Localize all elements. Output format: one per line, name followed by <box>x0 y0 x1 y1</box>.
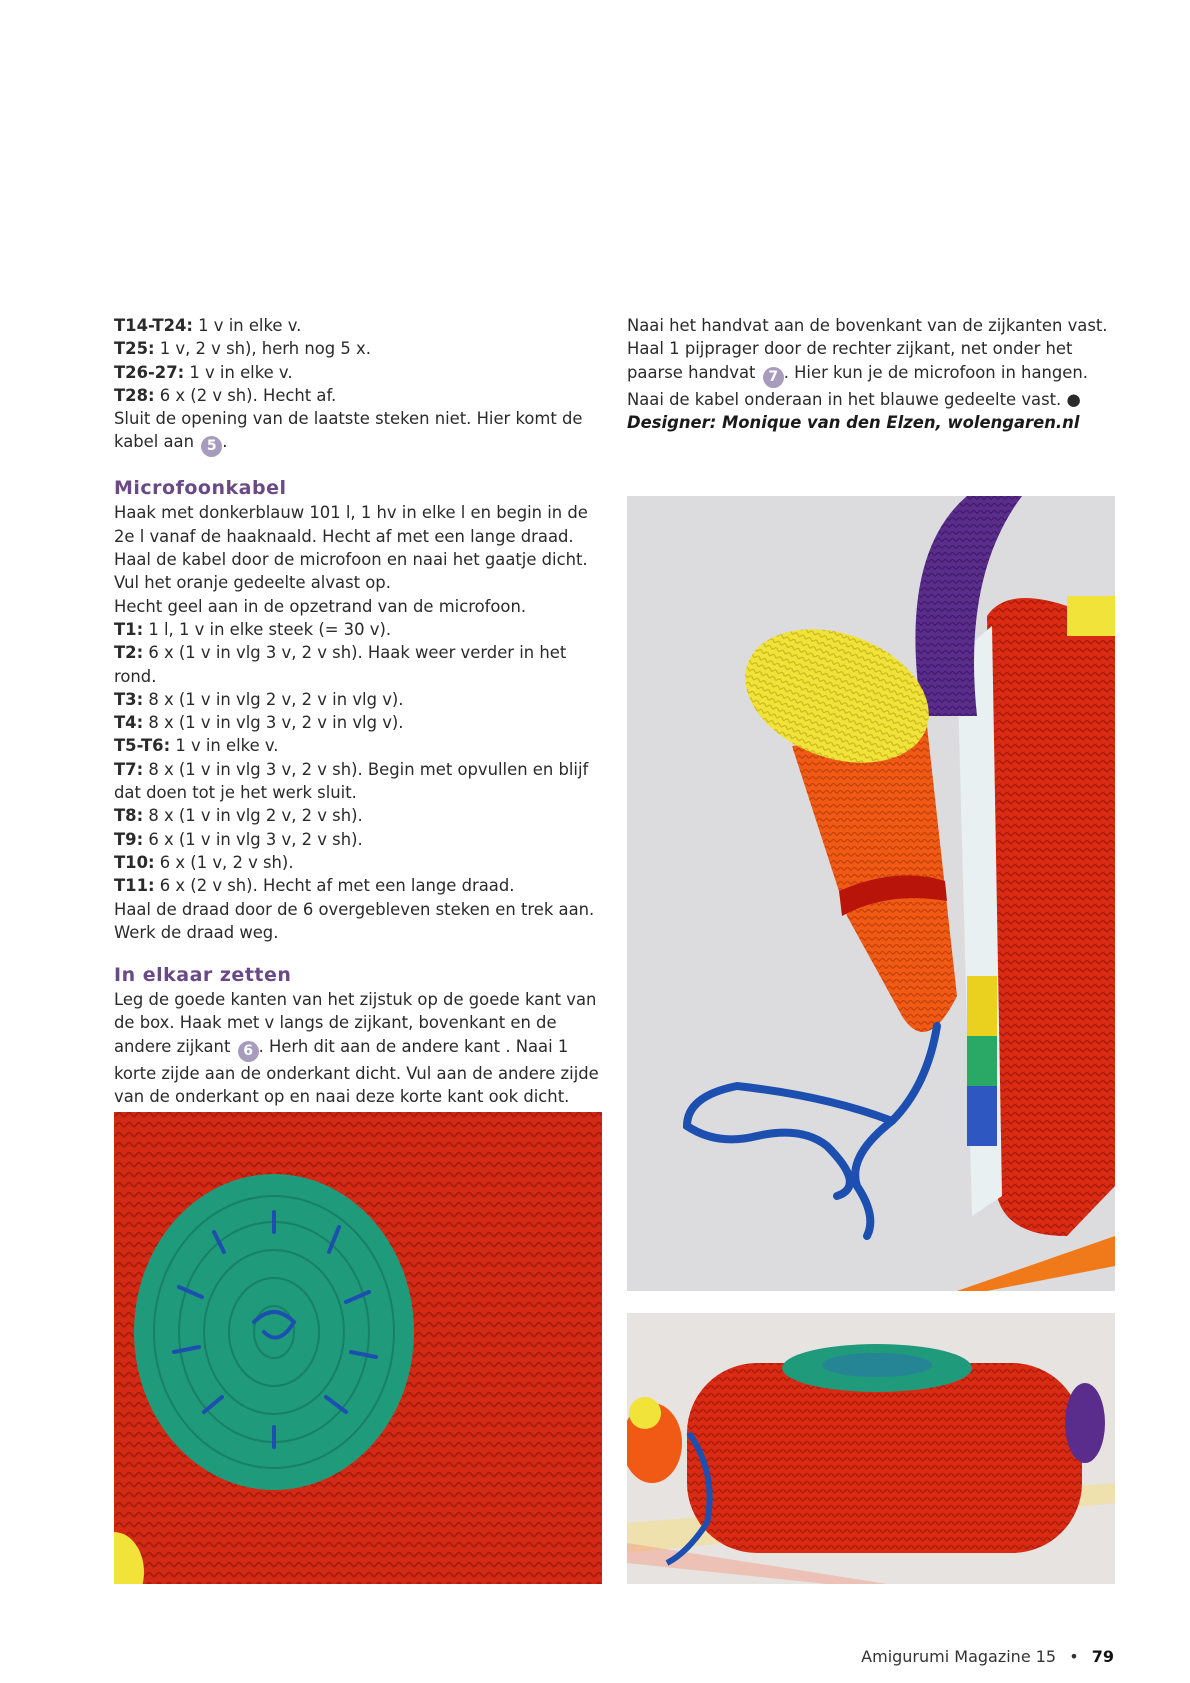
section-title-microfoonkabel: Microfoonkabel <box>114 477 287 500</box>
footer-separator: • <box>1069 1647 1079 1666</box>
left-column <box>114 314 604 1108</box>
page-footer <box>861 1647 1114 1666</box>
row-instruction: 1 v in elke v. <box>170 736 279 756</box>
designer-credit: Designer: Monique van den Elzen, wolengaren.nl <box>627 412 1080 432</box>
row-label: T25: <box>114 339 155 359</box>
step-badge-7: 7 <box>763 367 784 388</box>
handle-paragraph: Naai het handvat aan de bovenkant van de zijkanten vast. Haal 1 pijprager door de rechter zijkant, net onder het paarse handvat 7 . Hier kun je de microfoon in hangen. Naai de kabel onderaan in het blauwe gedeelte vast. ● <box>627 316 1108 409</box>
pattern-row <box>114 361 604 384</box>
row-instruction: 1 v in elke v. <box>184 362 293 382</box>
photo-green-circle-graphic <box>114 1112 602 1584</box>
row-label: T11: <box>114 876 155 896</box>
pattern-row <box>114 828 604 851</box>
row-label: T26-27: <box>114 362 185 382</box>
intro-pattern-rows <box>114 314 604 407</box>
pattern-row <box>114 711 604 734</box>
row-label: T10: <box>114 852 155 872</box>
microfoonkabel-paragraph-3: Haal de draad door de 6 overgebleven steken en trek aan. Werk de draad weg. <box>114 899 595 942</box>
row-label: T3: <box>114 689 144 709</box>
row-label: T8: <box>114 806 144 826</box>
row-instruction: 6 x (1 v in vlg 3 v, 2 v sh). Haak weer verder in het rond. <box>114 643 567 686</box>
pattern-row <box>114 734 604 757</box>
row-label: T1: <box>114 619 144 639</box>
row-instruction: 8 x (1 v in vlg 3 v, 2 v in vlg v). <box>143 713 404 733</box>
row-instruction: 1 v in elke v. <box>192 316 302 335</box>
row-instruction: 6 x (1 v in vlg 3 v, 2 v sh). <box>143 829 363 849</box>
page-number: 79 <box>1091 1647 1114 1666</box>
pattern-row <box>114 618 604 641</box>
row-label: T5-T6: <box>114 736 171 756</box>
microfoonkabel-paragraph-2: Hecht geel aan in de opzetrand van de microfoon. <box>114 596 527 616</box>
row-label: T4: <box>114 713 144 733</box>
pattern-row <box>114 314 604 337</box>
end-mark: ● <box>1066 389 1081 409</box>
row-instruction: 8 x (1 v in vlg 2 v, 2 v sh). <box>143 806 363 826</box>
row-label: T2: <box>114 643 144 663</box>
row-label: T7: <box>114 759 144 779</box>
photo-red-box-graphic <box>627 1313 1115 1584</box>
photo-green-circle <box>114 1112 602 1584</box>
pattern-row <box>114 804 604 827</box>
pattern-row <box>114 337 604 360</box>
photo-microphone-graphic <box>627 496 1115 1291</box>
row-label: T9: <box>114 829 144 849</box>
row-instruction: 8 x (1 v in vlg 2 v, 2 v in vlg v). <box>143 689 404 709</box>
microfoonkabel-paragraph-1: Haak met donkerblauw 101 l, 1 hv in elke l en begin in de 2e l vanaf de haaknaald. Hecht af met een lange draad. Haal de kabel door de microfoon en naai het gaatje dicht. Vul het oranje gedeelte alvast op. <box>114 503 588 593</box>
intro-paragraph: Sluit de opening van de laatste steken niet. Hier komt de kabel aan 5 . <box>114 407 604 457</box>
step-badge-6: 6 <box>238 1041 259 1062</box>
right-column <box>627 314 1117 434</box>
magazine-name: Amigurumi Magazine 15 <box>861 1647 1057 1666</box>
row-label: T28: <box>114 385 155 405</box>
row-instruction: 1 l, 1 v in elke steek (= 30 v). <box>143 619 392 639</box>
row-instruction: 6 x (1 v, 2 v sh). <box>154 852 294 872</box>
pattern-row <box>114 874 604 897</box>
step-badge-5: 5 <box>201 436 222 457</box>
row-instruction: 6 x (2 v sh). Hecht af met een lange draad. <box>154 876 515 896</box>
section-title-in-elkaar-zetten: In elkaar zetten <box>114 964 292 987</box>
row-instruction: 6 x (2 v sh). Hecht af. <box>154 385 337 405</box>
pattern-row <box>114 384 604 407</box>
row-instruction: 8 x (1 v in vlg 3 v, 2 v sh). Begin met opvullen en blijf dat doen tot je het werk sluit. <box>114 759 589 803</box>
row-instruction: 1 v, 2 v sh), herh nog 5 x. <box>154 339 371 359</box>
assembly-paragraph: Leg de goede kanten van het zijstuk op de goede kant van de box. Haak met v langs de zijkant, bovenkant en de andere zijkant 6 . Herh dit aan de andere kant . Naai 1 korte zijde aan de onderkant dicht. Vul aan de andere zijde van de onderkant op en naai deze korte kant ook dicht. <box>114 990 599 1107</box>
pattern-row <box>114 688 604 711</box>
pattern-row <box>114 851 604 874</box>
pattern-row <box>114 758 604 805</box>
photo-microphone <box>627 496 1115 1291</box>
microfoonkabel-pattern-rows <box>114 618 604 898</box>
photo-red-box <box>627 1313 1115 1584</box>
pattern-row <box>114 641 604 688</box>
row-label: T14-T24: <box>114 316 193 335</box>
